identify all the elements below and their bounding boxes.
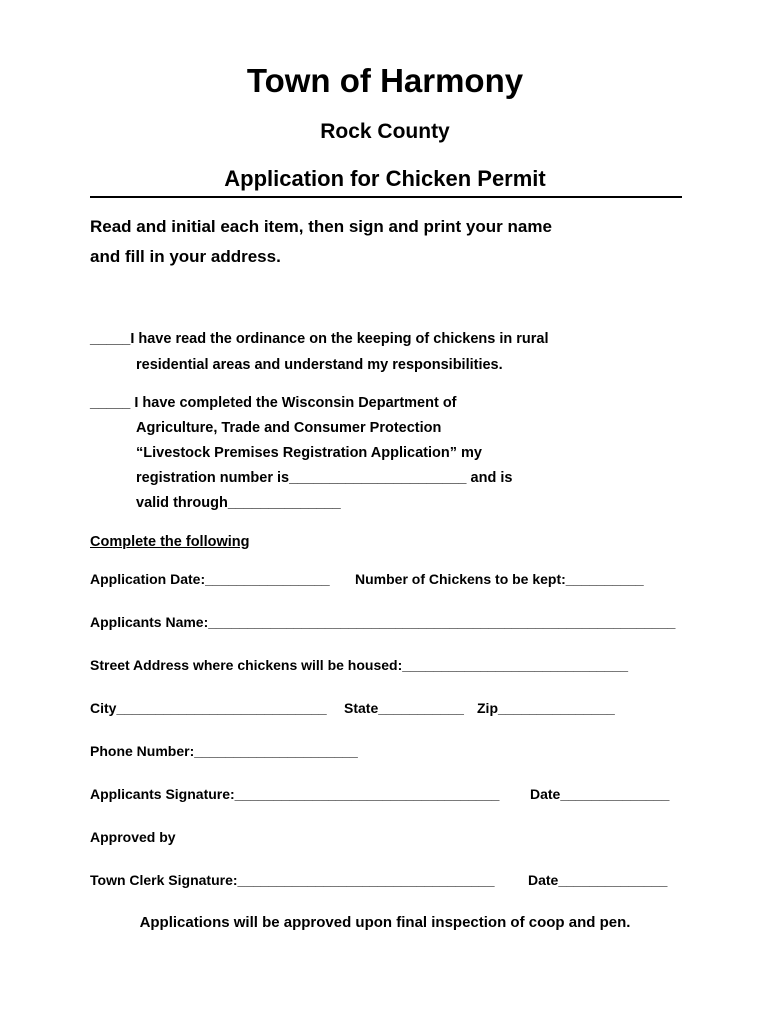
item-1-line-1[interactable]: _____I have read the ordinance on the keeping of chickens in rural [90, 331, 549, 347]
town-title: Town of Harmony [246, 62, 524, 99]
item-1-line-2: residential areas and understand my responsibilities. [136, 357, 503, 373]
complete-following-heading: Complete the following [90, 534, 250, 550]
instructions-line-1: Read and initial each item, then sign and print your name [90, 217, 552, 236]
item-2-line-2: Agriculture, Trade and Consumer Protection [136, 420, 442, 436]
phone-number-field[interactable]: Phone Number:_____________________ [90, 743, 358, 759]
clerk-signature-field[interactable]: Town Clerk Signature:_________________________________ [90, 872, 495, 888]
applicant-date-field[interactable]: Date______________ [530, 786, 670, 802]
application-date-field[interactable]: Application Date:________________ [90, 571, 330, 587]
item-2-line-1[interactable]: _____ I have completed the Wisconsin Department of [90, 395, 457, 411]
item-2-valid-through[interactable]: valid through______________ [136, 495, 341, 511]
item-2-line-3: “Livestock Premises Registration Application” my [136, 445, 482, 461]
approved-by-label: Approved by [90, 829, 176, 845]
zip-field[interactable]: Zip_______________ [477, 700, 615, 716]
state-field[interactable]: State___________ [344, 700, 464, 716]
approval-note: Applications will be approved upon final inspection of coop and pen. [139, 914, 631, 931]
street-address-field[interactable]: Street Address where chickens will be housed:_____________________________ [90, 657, 629, 673]
instructions [90, 212, 552, 272]
title-divider [90, 196, 682, 198]
applicants-name-field[interactable]: Applicants Name:____________________________________________________________ [90, 614, 676, 630]
city-field[interactable]: City___________________________ [90, 700, 327, 716]
instructions-line-2: and fill in your address. [90, 247, 281, 266]
application-title: Application for Chicken Permit [224, 166, 546, 191]
number-of-chickens-field[interactable]: Number of Chickens to be kept:__________ [355, 571, 644, 587]
clerk-date-field[interactable]: Date______________ [528, 872, 668, 888]
county-name: Rock County [320, 120, 450, 143]
item-2-registration-number[interactable]: registration number is______________________ and is [136, 470, 513, 486]
applicant-signature-field[interactable]: Applicants Signature:__________________________________ [90, 786, 500, 802]
